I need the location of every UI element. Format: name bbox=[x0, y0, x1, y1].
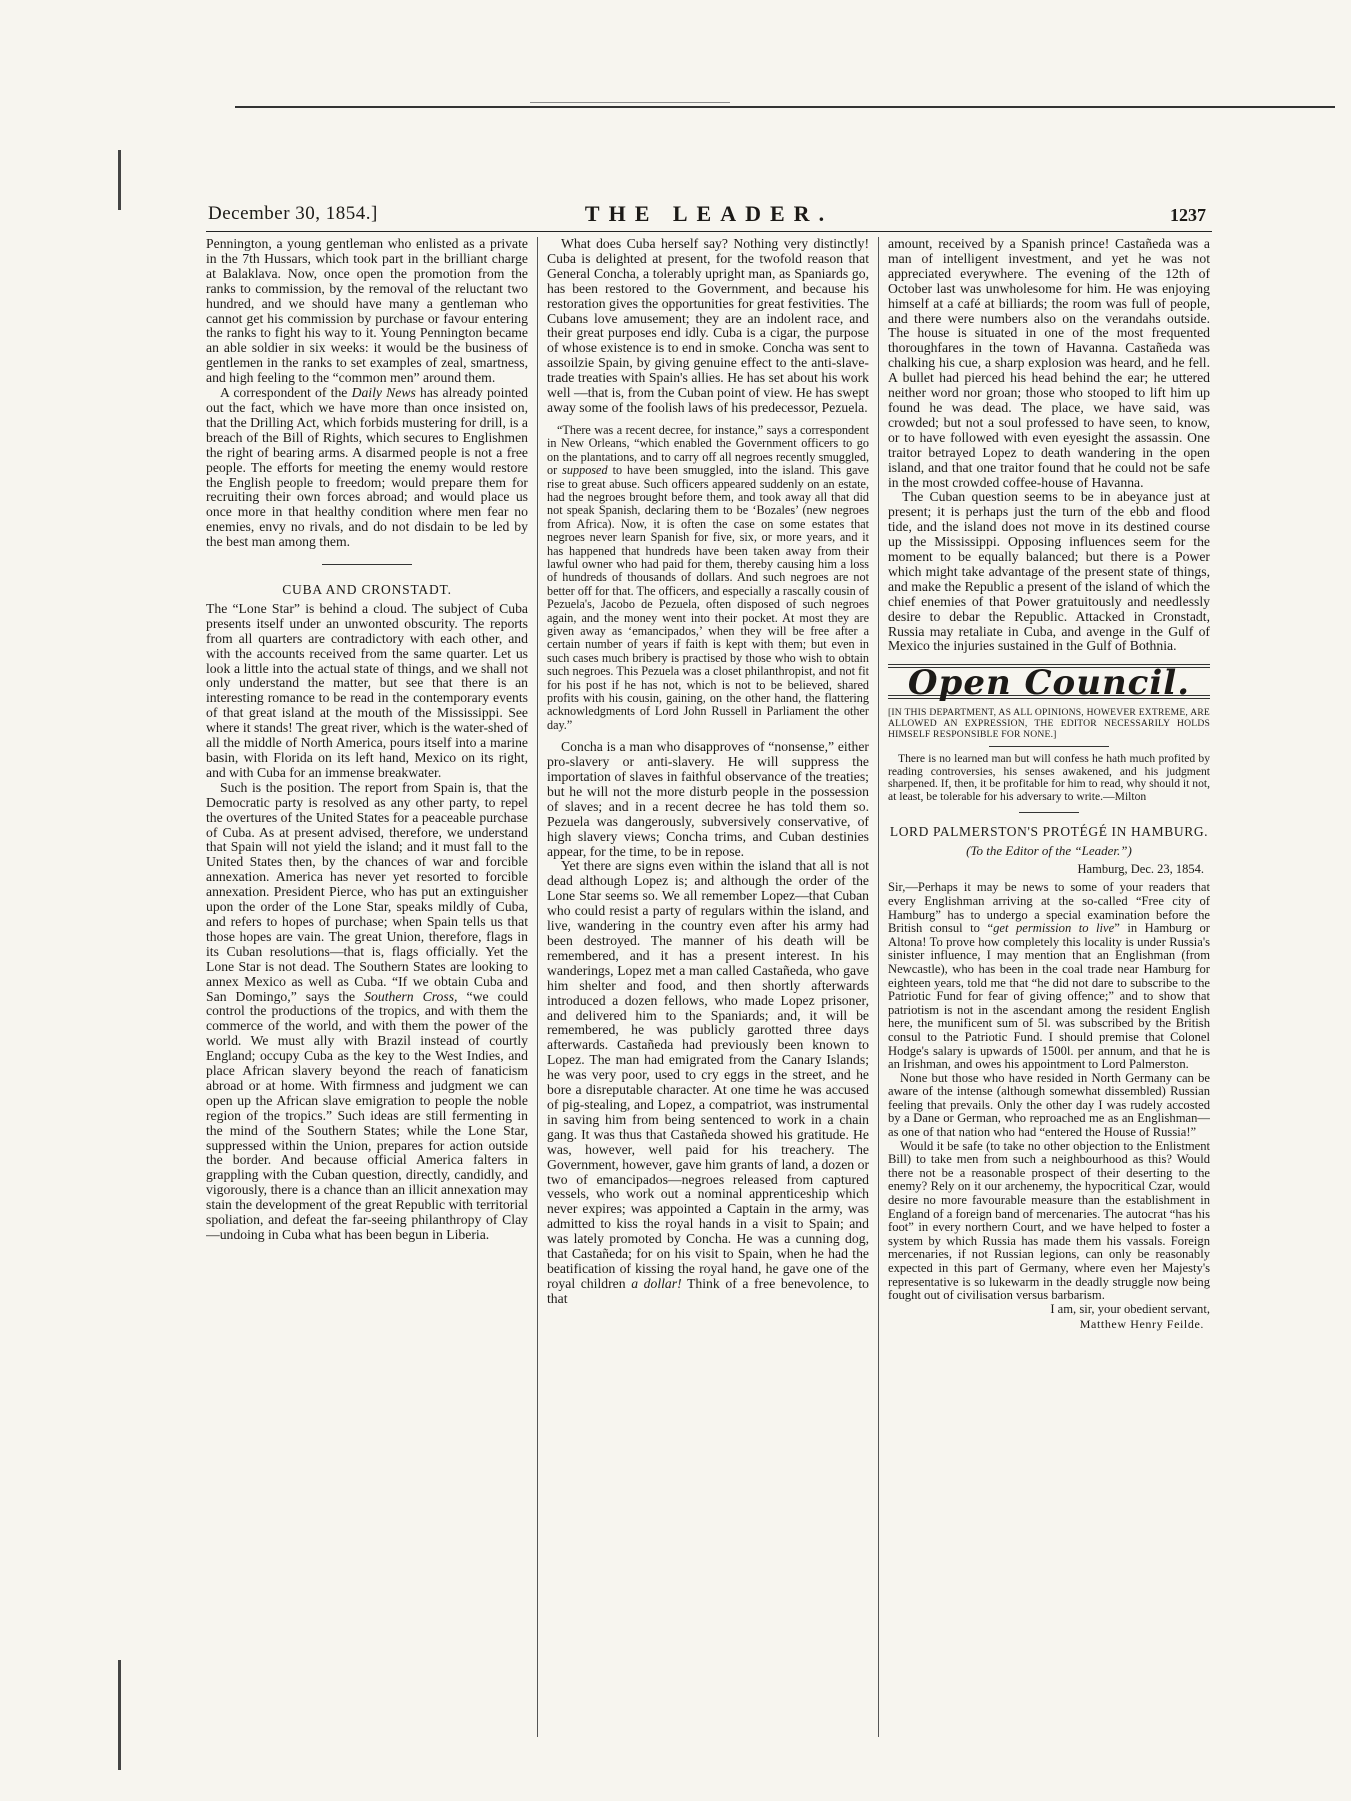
top-smudge-line bbox=[530, 102, 730, 103]
letter-body: Sir,—Perhaps it may be news to some of your readers that every Englishman arriving at the so-called “Free city of Hamburg” has to undergo a special examination before the British consul to “get permission to live” in Hamburg or Altona! To prove how completely this locality is under Russia's sinister influence, I may mention that an Englishman (from Newcastle), who has been in the coal trade near Hamburg for eighteen years, told me that “he did not dare to subscribe to the Patriotic Fund for fear of giving offence;” and to show that patriotism is not in the ascendant among the resident English here, the munificent sum of 5l. was subscribed by the British consul to the Patriotic Fund. I should premise that Colonel Hodge's salary is upwards of 1500l. per annum, and that he is an Irishman, and owes his appointment to Lord Palmerston. None but those who have resided in North Germany can be aware of the intense (although somewhat dissembled) Russian feeling that prevails. Only the other day I was rudely accosted by a Dane or German, who reproached me as an Englishman—as one of that nation who had “entered the House of Russia!” Would it be safe (to take no other objection to the Enlistment Bill) to take men from such a neighbourhood as this? Would there not be a reasonable prospect of their deserting to the enemy? Rely on it our archenemy, the hypocritical Czar, would desire no more favourable measure than the establishment in England of a foreign band of mercenaries. The autocrat “has his foot” in every northern Court, and we have helped to foster a system by which Russia has made them his vassals. Foreign mercenaries, if not Russian legions, can only be reasonably expected in this part of Germany, where even her Majesty's representative is so lukewarm in the deadly struggle now being fought out of civilisation versus barbarism. I am, sir, your obedient servant, Matthew Henry Feilde. bbox=[888, 880, 1210, 1332]
binding-edge-mark bbox=[118, 150, 121, 210]
article-paragraph: The “Lone Star” is behind a cloud. The subject of Cuba presents itself under an unwonted obscurity. The reports from all quarters are contradictory with each other, and with the accounts received from the same quarter. Let us look a little into the actual state of things, and we shall not only understand the matter, but see that there is an interesting romance to be read in the contemporary events of that great island at the mouth of the Mississippi. See where it stands! The great river, which is the water-shed of all the middle of North America, pours itself into a marine basin, with Florida on its left hand, Mexico on its right, and with Cuba for an immense breakwater. bbox=[206, 600, 528, 780]
article-paragraph: What does Cuba herself say? Nothing very distinctly! Cuba is delighted at present, for the twofold reason that General Concha, a tolerably upright man, as Spaniards go, has been restored to the Government, and because his restoration gives the opportunities for great festivities. The Cubans love amusement; they are an indolent race, and their great purposes end idly. Cuba is a cigar, the purpose of whose existence is to end in smoke. Concha was sent to assoilzie Spain, by giving genuine effect to the anti-slave-trade treaties with Spain's allies. He has set about his work well —that is, from the Cuban point of view. He has swept away some of the foolish laws of his predecessor, Pezuela. bbox=[547, 237, 869, 415]
page-header bbox=[206, 197, 1212, 232]
article-paragraph: Yet there are signs even within the island that all is not dead although Lopez is; and although the order of the Lone Star seems so. We all remember Lopez—that Cuban who could resist a party of regulars within the island, and live, wandering in the country even after his army had been destroyed. The manner of his death will be remembered, and it has a present interest. In his wanderings, Lopez met a man called Castañeda, who gave him shelter and food, and then shortly afterwards introduced a dozen fellows, who made Lopez prisoner, and delivered him to the Spaniards; and, it will be remembered, he was publicly garotted three days afterwards. Castañeda had previously been known to Lopez. The man had emigrated from the Canary Islands; he was very poor, used to cry eggs in the street, and he bore a disreputable character. At one time he was accused of pig-stealing, and Lopez, a compatriot, was instrumental in saving him from being sentenced to work in a chain gang. It was thus that Castañeda showed his gratitude. He was, however, well paid for his treachery. The Government, however, gave him grants of land, a dozen or two of emancipados—negroes released from captured vessels, who work out a nominal apprenticeship which never expires; was appointed a Captain in the army, was admitted to kiss the royal hands in a visit to Spain; and was lately promoted by Concha. He was a cunning dog, that Castañeda; for on his visit to Spain, when he had the beatification of kissing the royal hand, he gave one of the royal children a dollar! Think of a free benevolence, to that bbox=[547, 858, 869, 1306]
newspaper-name: Daily News bbox=[351, 385, 416, 401]
article-paragraph: Concha is a man who disapproves of “nonsense,” either pro-slavery or anti-slavery. He will suppress the importation of slaves in faithful observance of the treaties; but he will not the more disturb people in the possession of slaves; and in a recent decree he has told them so. Pezuela was dangerously, subversively conservative, of high slavery views; Concha trims, and Cuban destinies appear, for the time, to be in repose. bbox=[547, 739, 869, 859]
column-3 bbox=[888, 237, 1210, 1747]
issue-date: December 30, 1854.] bbox=[208, 203, 378, 224]
top-border-line bbox=[235, 106, 1335, 108]
letter-heading: LORD PALMERSTON'S PROTÉGÉ IN HAMBURG. bbox=[889, 823, 1209, 839]
article-paragraph: Pennington, a young gentleman who enlisted as a private in the 7th Hussars, which took part in the brilliant charge at Balaklava. Now, once open the promotion from the ranks to commission, by the removal of the reluctant two hundred, and we should have many a gentleman who cannot get his commission by purchase or favour entering the ranks to fight his way to it. Young Pennington became an able soldier in six weeks: it would be the business of gentlemen in the ranks to set examples of zeal, smartness, and high feeling to the “common men” around them. bbox=[206, 237, 528, 386]
section-divider bbox=[1019, 812, 1079, 813]
article-paragraph: Such is the position. The report from Spain is, that the Democratic party is resolved as any other party, to repel the overtures of the United States for a peaceable purchase of Cuba. As at present advised, therefore, we understand that Spain will not yield the island; and it must fall to the United States then, by the chances of war and forcible annexation. America has never yet resorted to forcible annexation. President Pierce, who has put an extinguisher upon the order of the Lone Star, speaks mildly of Cuba, and refers to hopes of purchase; when Spain tells us that those hopes are vain. The great Union, therefore, flags in its Cuban resolutions—that is, flags officially. Yet the Lone Star is not dead. The Southern States are looking to annex Mexico as well as Cuba. “If we obtain Cuba and San Domingo,” says the Southern Cross, “we could control the productions of the tropics, and with them the commerce of the world, and with them the power of the world. We must ally with Brazil instead of courtly England; occupy Cuba as the key to the West Indies, and place African slavery beyond the reach of fanaticism abroad or at home. With firmness and judgment we can open up the African slave emigration to people the noble region of the tropics.” Such ideas are still fermenting in the mind of the Southern States; while the Lone Star, suppressed within the Union, prepares for action outside the border. And because official America falters in grappling with the Cuban question, directly, candidly, and vigorously, there is a chance than an illicit annexation may stain the development of the great Republic with territorial spoliation, and defeat the far-seeing philanthropy of Clay—undoing in Cuba what has been begun in Liberia. bbox=[206, 779, 528, 1242]
newspaper-name: Southern Cross, bbox=[364, 988, 458, 1004]
columns bbox=[206, 237, 1212, 1747]
block-quote: “There was a recent decree, for instance,” says a correspondent in New Orleans, “which enabled the Government officers to go on the plantations, and to carry off all negroes recently smuggled, or supposed to have been smuggled, into the island. This gave rise to great abuse. Such officers appeared suddenly on an estate, had the negroes brought before them, and took away all that did not speak Spanish, declaring them to be ‘Bozales’ (new negroes from Africa). Now, it is often the case on some estates that negroes never learn Spanish for five, six, or more years, and it has happened that hundreds have been taken away from their lawful owner who had paid for them, thereby causing him a loss of hundreds of thousands of dollars. And such negroes are not better off for that. The officers, and especially a rascally cousin of Pezuela's, Jacobo de Pezuela, often disposed of such negroes again, and the money went into their pocket. At most they are given away as ‘emancipados,’ when they will be free after a certain number of years if faith is kept with them; but even in such cases much bribery is practised by those who wish to obtain such negroes. This Pezuela was a closet philanthropist, and not fit for his post if he has not, which is not to be believed, shared profits with his cousin, gaining, on the other hand, the flattering acknowledgments of Lord John Russell in Parliament the other day.” bbox=[547, 422, 869, 732]
article-paragraph: amount, received by a Spanish prince! Castañeda was a man of intelligent investment, and yet he was not appreciated everywhere. The evening of the 12th of October last was unwholesome for him. He was enjoying himself at a café at billiards; the room was full of people, and there were numbers also on the verandahs outside. The house is situated in one of the most frequented thoroughfares in the town of Havanna. Castañeda was chalking his cue, a sharp explosion was heard, and he fell. A bullet had pierced his head behind the ear; he uttered neither word nor groan; those who stooped to lift him up found he was dead. The place, we have said, was crowded; but not a soul professed to have seen, to know, or to have followed with even eyesight the assassin. One traitor betrayed Lopez to death wandering in the open island, and that one traitor found that he could not be safe in the most crowded coffee-house of Havanna. bbox=[888, 237, 1210, 490]
section-title: Open Council. bbox=[907, 663, 1191, 704]
page-number: 1237 bbox=[1170, 205, 1206, 225]
section-divider bbox=[322, 564, 412, 565]
article-heading: CUBA AND CRONSTADT. bbox=[282, 582, 452, 598]
article-paragraph: A correspondent of the Daily News has already pointed out the fact, which we have more than once insisted on, that the Drilling Act, which forbids mustering for drill, is a breach of the Bill of Rights, which secures to Englishmen the right of bearing arms. A disarmed people is not a free people. The efforts for meeting the enemy would restore the English people to freedom; would prepare them for recruiting their own forces abroad; and would place us once more in that healthy condition where men fear no enemies, envy no rivals, and do not disdain to be led by the best man among them. bbox=[206, 385, 528, 550]
letter-signoff: I am, sir, your obedient servant, bbox=[1050, 1301, 1210, 1316]
editorial-disclaimer: [IN THIS DEPARTMENT, AS ALL OPINIONS, HOWEVER EXTREME, ARE ALLOWED AN EXPRESSION, THE EDITOR NECESSARILY HOLDS HIMSELF RESPONSIBLE FOR NONE.] bbox=[888, 707, 1210, 741]
binding-edge-mark bbox=[118, 1660, 121, 1770]
column-2 bbox=[547, 237, 869, 1747]
section-divider bbox=[989, 746, 1109, 747]
column-1 bbox=[206, 237, 528, 1747]
epigraph: There is no learned man but will confess he hath much profited by reading controversies, his senses awakened, and his judgment sharpened. If, then, it be profitable for him to read, why should it not, at least, be tolerable for his adversary to write.—Milton bbox=[888, 752, 1210, 804]
letter-signature: Matthew Henry Feilde. bbox=[1079, 1317, 1204, 1332]
column-rule bbox=[537, 237, 538, 1737]
paper-title: THE LEADER. bbox=[584, 201, 834, 226]
article-paragraph: The Cuban question seems to be in abeyance just at present; it is perhaps just the turn of the ebb and flood tide, and the island does not move in its destined course up the Mississippi. Opposing influences seem for the moment to be equally balanced; but there is a Power which might take advantage of the present state of things, and make the Republic a present of the island of which the chief enemies of that Power gratuitously and needlessly desire to debar the Republic. Attacked in Cronstadt, Russia may retaliate in Cuba, and avenge in the Gulf of Mexico the injuries sustained in the Gulf of Bothnia. bbox=[888, 489, 1210, 654]
letter-addressee: (To the Editor of the “Leader.”) bbox=[966, 842, 1132, 858]
letter-dateline: Hamburg, Dec. 23, 1854. bbox=[1077, 862, 1204, 877]
newspaper-page bbox=[206, 197, 1212, 1757]
column-rule bbox=[878, 237, 879, 1737]
